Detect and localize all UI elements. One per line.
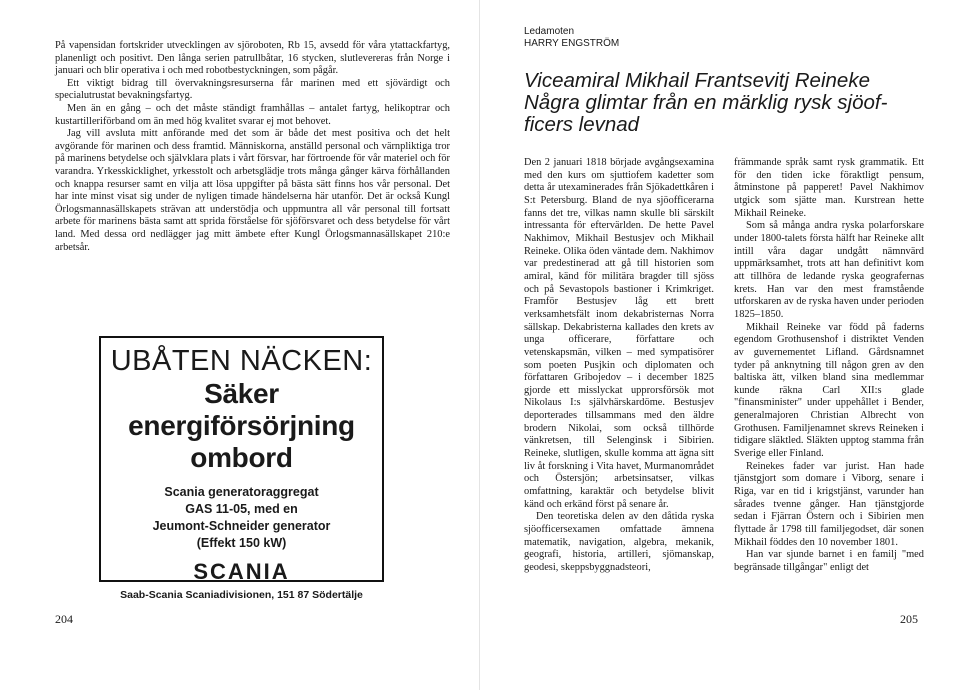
headline-line: Några glimtar från en märklig rysk sjöof-	[524, 91, 888, 114]
paragraph: främmande språk samt rysk grammatik. Ett för den tiden icke föraktligt pensum, åtminstone på papperet! Pavel Nakhimov utgick som sjätte man. Kurstrean hette Mikhail Reineke.	[734, 157, 924, 219]
ad-title: UBÅTEN NÄCKEN:	[110, 345, 373, 377]
paragraph: Ett viktigt bidrag till övervakningsresurserna får marinen med ett sjövärdigt och specialutrustat bevakningsfartyg.	[55, 77, 450, 102]
headline-line: Viceamiral Mikhail Frantsevitj Reineke	[524, 69, 870, 92]
ad-headline-line: ombord	[190, 442, 293, 473]
right-page	[480, 0, 960, 690]
page-number-left: 204	[55, 612, 73, 626]
ad-product-text	[101, 484, 382, 552]
paragraph: Mikhail Reineke var född på faderns egendom Grothusenshof i distriktet Venden av guvernementet Lifland. Gårdsnamnet tyder på anknytning till någon gren av den baltiska ätt, vilken bland sina medlemmar kunde räkna Carl XII:s glade "finansminister" under uppehållet i Bender, generalmajoren Christian Albrecht von Grothusen. Familjenamnet skrevs Reineken i tidigare släktled. Släkten upptog stamma från Sverige eller Finland.	[734, 321, 924, 460]
paragraph: Som så många andra ryska polarforskare under 1800-talets första hälft har Reineke allt intill våra dagar undgått nämnvärd uppmärksamhet, trots att han definitivt kom att tillhöra de ledande ryska geografernas krets. Han var den mest framstående utforskaren av de ryska haven under perioden 1825–1850.	[734, 220, 924, 320]
ad-address: Saab-Scania Scaniadivisionen, 151 87 Södertälje	[120, 589, 363, 601]
paragraph: Den teoretiska delen av den dåtida ryska sjöofficersexamen omfattade ämnena matematik, navigation, algebra, mekanik, geografi, historia, artilleri, sjömanskap, geodesi, skeppsbyggnadsteori,	[524, 511, 714, 573]
author-byline	[524, 26, 619, 50]
paragraph: Reinekes fader var jurist. Han hade tjänstgjort som domare i Viborg, senare i Riga, var en tid i krigstjänst, varunder han sårades tvenne gånger. Han tjänstgjorde sedan i Fjärran Östern och i Sibirien men flyttade år 1798 till familjegodset, där sonen Mikhail föddes den 10 november 1801.	[734, 460, 924, 548]
author-role: Ledamoten	[524, 26, 575, 37]
paragraph: Jag vill avsluta mitt anförande med det som är både det mest positiva och det helt avgörande för marinen och dess framtid. Människorna, anställd personal och värnpliktiga tror på marinens betydelse och självklara plats i vårt försvar, har förtroende för vår materiel och för varandra. Yrkesskicklighet, yrkesstolt och arbetsglädje trots många gånger kärva förhållanden och knappa resurser samt en vilja att lösa uppgifter på bästa sätt finns hos vår personal. Det har inte minst visat sig under de nyligen timade händelserna här utanför. Det är också Kungl Örlogsmannasällskapets strävan att understödja och uppmuntra all vår personal till fortsatt arbete för marinens bästa samt att sprida förståelse för sjöförsvaret och dess betydelse för vårt land. Med dessa ord nedlägger jag mitt ämbete efter Kungl Örlogsmannasällskapet 210:e arbetsår.	[55, 128, 450, 253]
page-number-right: 205	[900, 612, 918, 626]
paragraph: Han var sjunde barnet i en familj "med begränsade tillgångar" enligt det	[734, 549, 924, 573]
headline-line: ficers levnad	[524, 113, 640, 136]
paragraph: På vapensidan fortskrider utvecklingen av sjöroboten, Rb 15, avsedd för våra ytattackfartyg, planenligt och positivt. Den långa serien patrullbåtar, 16 stycken, slutlevereras från Norge i januari och blir operativa i och med robotbestyckningen, som pågår.	[55, 40, 450, 77]
ad-product-line: (Effekt 150 kW)	[196, 536, 287, 550]
paragraph: Den 2 januari 1818 började avgångsexamina med den kurs om sjuttiofem kadetter som detta år utexaminerades från Sjökadettkåren i S:t Petersburg. Bland de nya sjöofficerarna fanns det tre, vilkas namn skulle bli särskilt intressanta för eftervärlden. De hette Pavel Nakhimov, Mikhail Bestusjev och Mikhail Reineke. Olika öden väntade dem. Nakhimov var predestinerad att gå till historien som amiral, känd för militära bragder till sjöss och på Sevastopols bastioner i Krimkriget. Framför Bestusjev låg ett brett verksamhetsfält inom dekabristernas Norra sällskap. Dekabristerna kallades den krets av unga officerare, författare och vetenskapsmän, vilken – med sympatisörer som poeten Pusjkin och diplomaten och författaren Gribojedov – i december 1825 gjorde ett misslyckat upprorsförsök mot Nikolaus I:s självhärskardöme. Bestusjev deporterades tillsammans med den äldre brodern Nikolai, som också tillhörde vänkretsen, till Selenginsk i Sibirien. Reineke, slutligen, skulle komma att ägna sitt liv åt forskning i Vita havet, Murmanområdet och Östersjön; arbetsinsatser, vilkas omfattning, karaktär och betydelse blivit känd och erkänd först på senare år.	[524, 157, 714, 510]
article-column-1	[524, 157, 714, 575]
ad-headline-line: Säker	[204, 378, 279, 409]
ad-product-line: Scania generatoraggregat	[164, 485, 319, 499]
ad-product-line: Jeumont-Schneider generator	[152, 519, 331, 533]
left-page-body	[55, 40, 450, 254]
ad-headline-line: energiförsörjning	[128, 410, 355, 441]
ad-product-line: GAS 11-05, med en	[185, 502, 298, 516]
article-column-2	[734, 157, 924, 575]
paragraph: Men än en gång – och det måste ständigt framhållas – antalet fartyg, helikoptrar och kustartilleriförband om än med hög kvalitet svarar ej mot behovet.	[55, 102, 450, 127]
scania-logo: SCANIA	[193, 559, 290, 584]
scania-advertisement	[99, 336, 384, 601]
author-name: HARRY ENGSTRÖM	[524, 38, 620, 49]
article-headline	[524, 70, 934, 136]
